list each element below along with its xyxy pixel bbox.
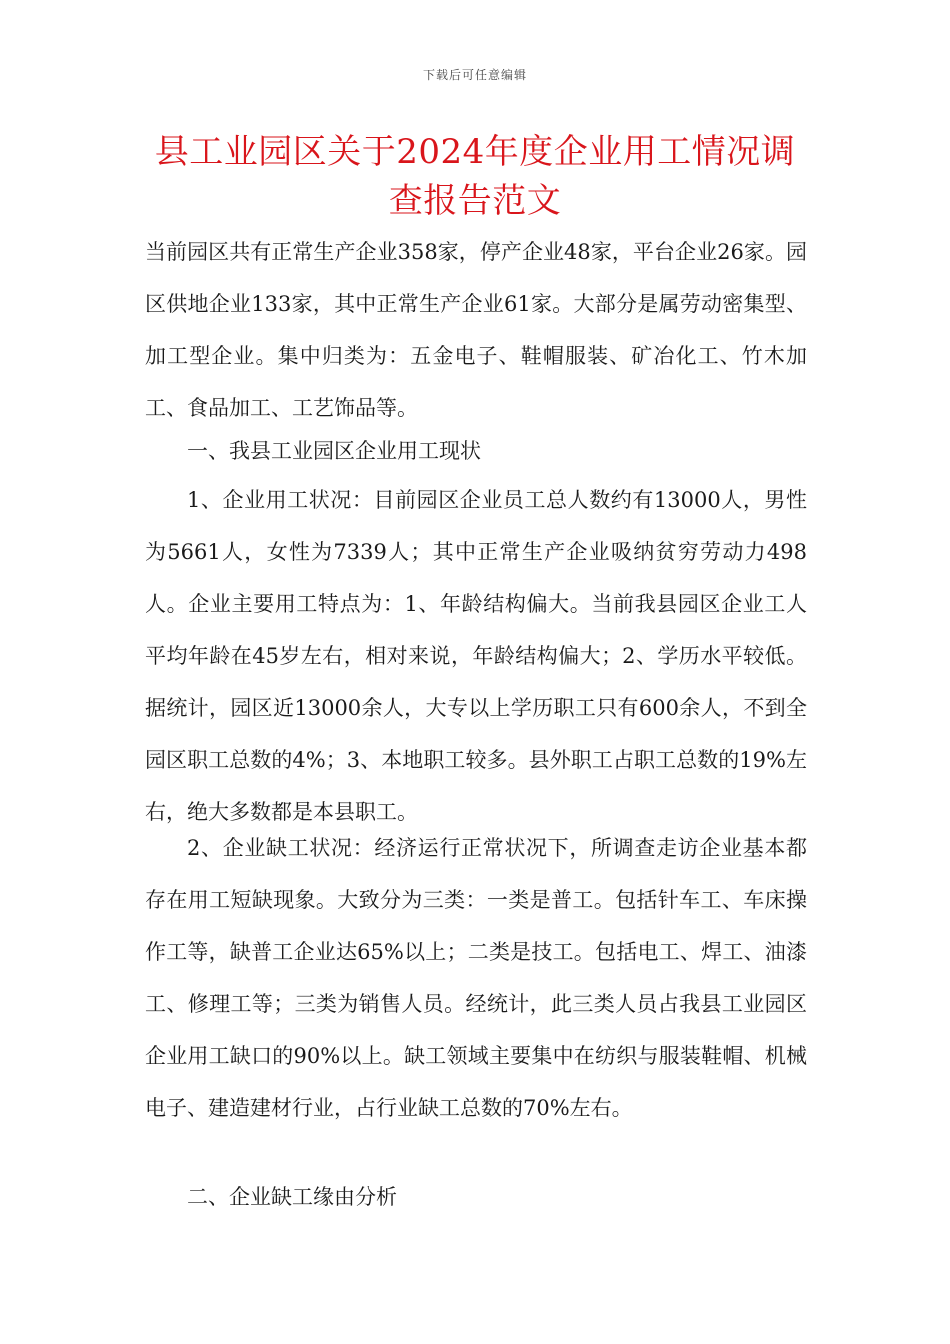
paragraph-employment-status: 1、企业用工状况：目前园区企业员工总人数约有13000人，男性为5661人，女性为7339人；其中正常生产企业吸纳贫穷劳动力498人。企业主要用工特点为：1、年龄结构偏大。当前我县园区企业工人平均年龄在45岁左右，相对来说，年龄结构偏大；2、学历水平较低。据统计，园区近13000余人，大专以上学历职工只有600余人，不到全园区职工总数的4%；3、本地职工较多。县外职工占职工总数的19%左右，绝大多数都是本县职工。	[145, 488, 807, 824]
paragraph-intro: 当前园区共有正常生产企业358家，停产企业48家，平台企业26家。园区供地企业133家，其中正常生产企业61家。大部分是属劳动密集型、加工型企业。集中归类为：五金电子、鞋帽服装、矿冶化工、竹木加工、食品加工、工艺饰品等。	[145, 240, 807, 420]
section-heading-2: 二、企业缺工缘由分析	[187, 1185, 397, 1209]
paragraph-labor-shortage: 2、企业缺工状况：经济运行正常状况下，所调查走访企业基本都存在用工短缺现象。大致分为三类：一类是普工。包括针车工、车床操作工等，缺普工企业达65%以上；二类是技工。包括电工、焊工、油漆工、修理工等；三类为销售人员。经统计，此三类人员占我县工业园区企业用工缺口的90%以上。缺工领域主要集中在纺织与服装鞋帽、机械电子、建造建材行业，占行业缺工总数的70%左右。	[145, 836, 807, 1120]
section-heading-1: 一、我县工业园区企业用工现状	[187, 439, 481, 463]
document-title: 县工业园区关于2024年度企业用工情况调查报告范文	[154, 132, 796, 221]
header-note: 下载后可任意编辑	[422, 68, 527, 82]
